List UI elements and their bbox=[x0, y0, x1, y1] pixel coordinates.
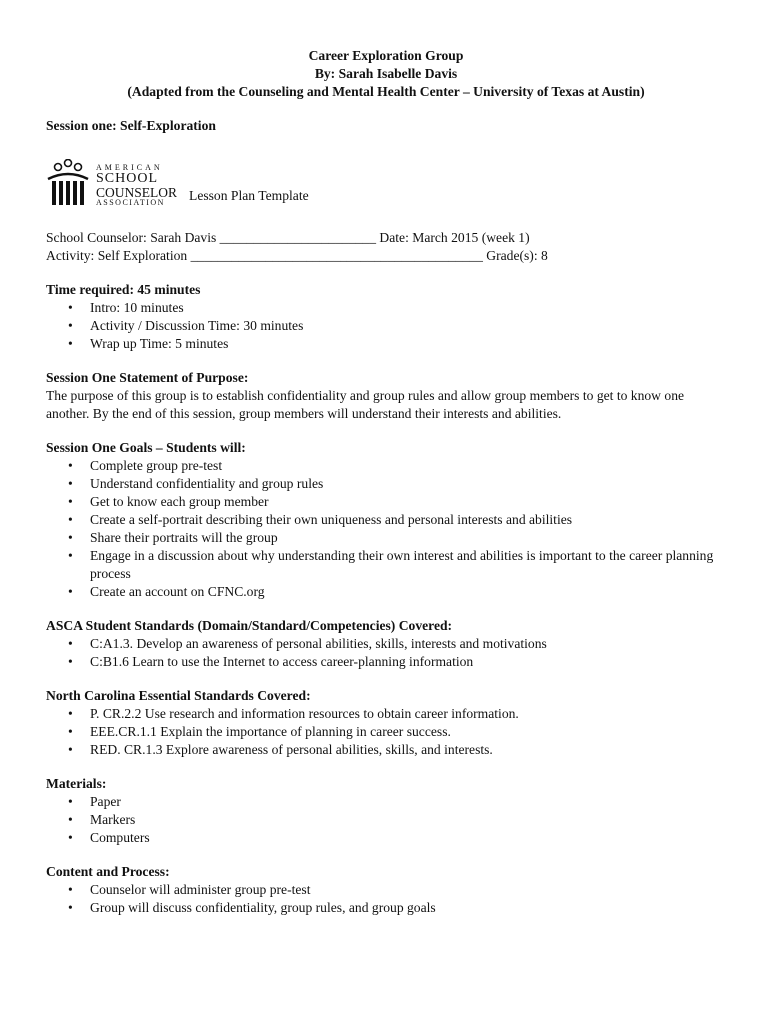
bullet-icon: • bbox=[68, 900, 73, 915]
bullet-icon: • bbox=[68, 812, 73, 827]
list-item: • Intro: 10 minutes bbox=[68, 300, 184, 315]
list-item: • Counselor will administer group pre-test bbox=[68, 882, 311, 897]
document-page bbox=[46, 47, 726, 917]
list-item: • Engage in a discussion about why understanding their own interest and abilities is important to the career planning process bbox=[68, 548, 714, 581]
activity-line: Activity: Self Exploration ___________________________________________ Grade(s): 8 bbox=[46, 248, 548, 263]
bullet-icon: • bbox=[68, 458, 73, 473]
list-item: • Complete group pre-test bbox=[68, 458, 223, 473]
logo-row bbox=[46, 151, 726, 207]
bullet-icon: • bbox=[68, 724, 73, 739]
asca-people-icon bbox=[46, 159, 90, 207]
list-item: • Get to know each group member bbox=[68, 494, 269, 509]
list-item: • RED. CR.1.3 Explore awareness of personal abilities, skills, and interests. bbox=[68, 742, 493, 757]
bullet-icon: • bbox=[68, 830, 73, 845]
doc-author: By: Sarah Isabelle Davis bbox=[314, 66, 458, 81]
bullet-icon: • bbox=[68, 530, 73, 545]
bullet-icon: • bbox=[68, 548, 73, 563]
bullet-icon: • bbox=[68, 512, 73, 527]
time-list bbox=[46, 299, 726, 353]
bullet-icon: • bbox=[68, 318, 73, 333]
list-item: • Share their portraits will the group bbox=[68, 530, 278, 545]
list-item: • EEE.CR.1.1 Explain the importance of planning in career success. bbox=[68, 724, 451, 739]
doc-title: Career Exploration Group bbox=[308, 48, 464, 63]
content-list bbox=[46, 881, 726, 917]
bullet-icon: • bbox=[68, 494, 73, 509]
doc-adaptation: (Adapted from the Counseling and Mental Health Center – University of Texas at Austin) bbox=[127, 84, 645, 99]
bullet-icon: • bbox=[68, 584, 73, 599]
logo-school: SCHOOL bbox=[96, 170, 159, 186]
bullet-icon: • bbox=[68, 476, 73, 491]
counselor-line: School Counselor: Sarah Davis _______________________ Date: March 2015 (week 1) bbox=[46, 230, 530, 245]
purpose-text: The purpose of this group is to establish confidentiality and group rules and allow group members to get to know one another. By the end of this session, group members will understand their interests and abilities. bbox=[46, 388, 685, 421]
content-heading: Content and Process: bbox=[46, 864, 170, 879]
bullet-icon: • bbox=[68, 300, 73, 315]
list-item: • Understand confidentiality and group rules bbox=[68, 476, 324, 491]
time-heading: Time required: 45 minutes bbox=[46, 282, 201, 297]
list-item: • P. CR.2.2 Use research and information resources to obtain career information. bbox=[68, 706, 519, 721]
list-item: • Create a self-portrait describing their own uniqueness and personal interests and abilities bbox=[68, 512, 573, 527]
list-item: • Activity / Discussion Time: 30 minutes bbox=[68, 318, 304, 333]
asca-list bbox=[46, 635, 726, 671]
bullet-icon: • bbox=[68, 794, 73, 809]
list-item: • Wrap up Time: 5 minutes bbox=[68, 336, 229, 351]
goals-list bbox=[46, 457, 726, 601]
nc-list bbox=[46, 705, 726, 759]
logo-association: ASSOCIATION bbox=[96, 198, 165, 207]
asca-logo-text bbox=[96, 164, 177, 208]
list-item: • Paper bbox=[68, 794, 121, 809]
purpose-heading: Session One Statement of Purpose: bbox=[46, 370, 249, 385]
bullet-icon: • bbox=[68, 742, 73, 757]
asca-logo bbox=[46, 159, 177, 207]
materials-list bbox=[46, 793, 726, 847]
list-item: • Group will discuss confidentiality, group rules, and group goals bbox=[68, 900, 436, 915]
list-item: • Markers bbox=[68, 812, 136, 827]
bullet-icon: • bbox=[68, 654, 73, 669]
lesson-plan-template-label: Lesson Plan Template bbox=[189, 188, 309, 203]
session-heading: Session one: Self-Exploration bbox=[46, 118, 216, 133]
list-item: • Computers bbox=[68, 830, 150, 845]
bullet-icon: • bbox=[68, 706, 73, 721]
logo-american: AMERICAN bbox=[96, 162, 163, 172]
nc-heading: North Carolina Essential Standards Covered: bbox=[46, 688, 311, 703]
bullet-icon: • bbox=[68, 336, 73, 351]
goals-heading: Session One Goals – Students will: bbox=[46, 440, 246, 455]
logo-counselor: COUNSELOR bbox=[96, 184, 178, 200]
list-item: • Create an account on CFNC.org bbox=[68, 584, 265, 599]
bullet-icon: • bbox=[68, 882, 73, 897]
list-item: • C:B1.6 Learn to use the Internet to access career-planning information bbox=[68, 654, 474, 669]
bullet-icon: • bbox=[68, 636, 73, 651]
asca-heading: ASCA Student Standards (Domain/Standard/Competencies) Covered: bbox=[46, 618, 453, 633]
materials-heading: Materials: bbox=[46, 776, 107, 791]
info-block bbox=[46, 229, 726, 265]
list-item: • C:A1.3. Develop an awareness of personal abilities, skills, interests and motivations bbox=[68, 636, 547, 651]
